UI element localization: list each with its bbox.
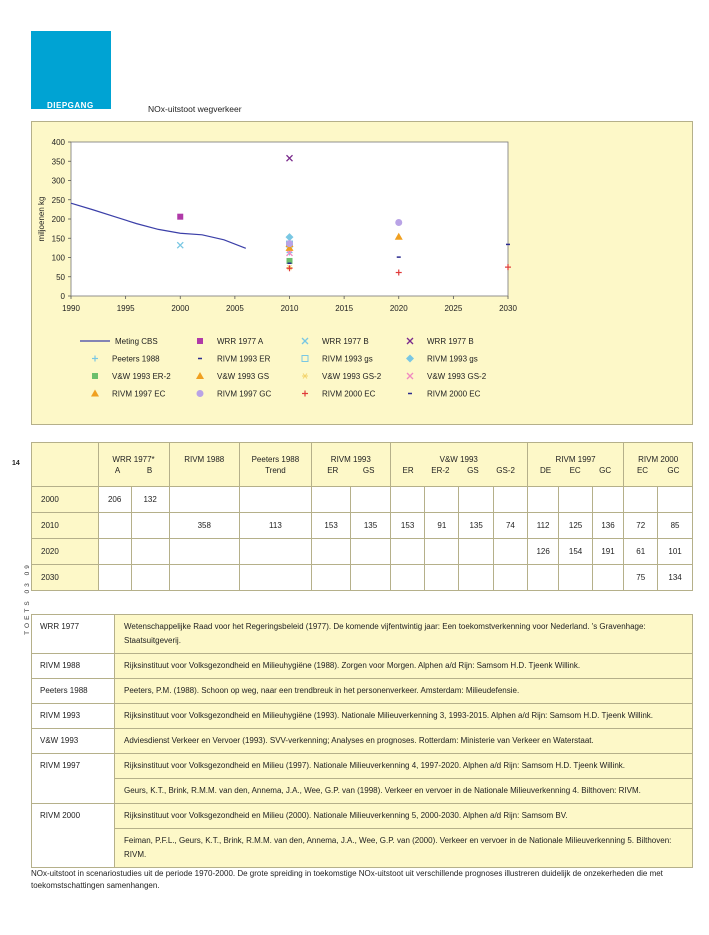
table-cell xyxy=(169,487,239,513)
header-group-label: RIVM 1993 xyxy=(330,454,371,464)
table-header-row xyxy=(32,443,693,487)
table-cell xyxy=(592,487,624,513)
table-cell xyxy=(494,565,528,591)
x-tick-label: 2020 xyxy=(389,304,408,313)
table-cell xyxy=(131,513,169,539)
header-vw-1993 xyxy=(390,443,527,487)
table-cell xyxy=(459,539,494,565)
row-year: 2030 xyxy=(32,565,99,591)
header-peeters-1988 xyxy=(239,443,311,487)
reference-label: RIVM 1997 xyxy=(32,754,115,804)
legend-marker xyxy=(407,338,413,344)
table-cell: 85 xyxy=(658,513,693,539)
emissions-table xyxy=(31,442,693,591)
reference-text: Feiman, P.F.L., Geurs, K.T., Brink, R.M.M. van den, Annema, J.A., Wee, G.P. van (2000). Verkeer en vervoer in de Nationale Milieuverkenning 5. Bilthoven: RIVM. xyxy=(115,829,693,868)
legend-label: V&W 1993 GS-2 xyxy=(427,372,487,381)
header-rivm-1993 xyxy=(311,443,390,487)
table-cell xyxy=(239,565,311,591)
header-sub-label: GS xyxy=(362,465,375,475)
header-sub-row xyxy=(394,465,524,476)
reference-row xyxy=(32,829,693,868)
reference-label: RIVM 2000 xyxy=(32,804,115,868)
y-tick-label: 200 xyxy=(51,215,65,224)
legend-marker xyxy=(92,373,98,379)
table-cell: 154 xyxy=(559,539,592,565)
header-rivm-1997 xyxy=(527,443,624,487)
header-sub-label: Trend xyxy=(265,465,286,475)
table-cell xyxy=(351,487,390,513)
table-cell xyxy=(98,565,131,591)
table-cell: 61 xyxy=(624,539,658,565)
data-point xyxy=(177,214,183,220)
legend-label: RIVM 1993 ER xyxy=(217,354,271,364)
table-cell: 112 xyxy=(527,513,559,539)
legend-marker xyxy=(302,338,308,344)
table-row xyxy=(32,565,693,591)
header-group-label: RIVM 2000 xyxy=(638,454,679,464)
table-cell: 91 xyxy=(425,513,459,539)
x-tick-label: 2030 xyxy=(499,304,517,313)
legend-marker xyxy=(302,356,308,362)
table-cell xyxy=(494,487,528,513)
header-group-label: RIVM 1988 xyxy=(184,454,225,464)
legend-marker xyxy=(197,390,204,397)
table-cell xyxy=(169,539,239,565)
chart-title: NOx-uitstoot wegverkeer xyxy=(148,104,242,114)
table-cell xyxy=(425,539,459,565)
header-group-label: RIVM 1997 xyxy=(555,454,596,464)
reference-text: Rijksinstituut voor Volksgezondheid en Milieuhygiëne (1988). Zorgen voor Morgen. Alphen a/d Rijn: Samsom H.D. Tjeenk Willink. xyxy=(115,654,693,679)
table-corner xyxy=(32,443,99,487)
table-cell xyxy=(98,539,131,565)
header-sub-label: ER-2 xyxy=(431,465,450,475)
header-rivm-2000 xyxy=(624,443,693,487)
table-cell: 113 xyxy=(239,513,311,539)
y-tick-label: 300 xyxy=(51,176,65,186)
legend-label: RIVM 1993 gs xyxy=(427,354,478,364)
legend-label: RIVM 1997 GC xyxy=(217,389,272,399)
table-cell xyxy=(351,539,390,565)
table-cell xyxy=(239,539,311,565)
y-tick-label: 400 xyxy=(51,138,65,147)
table-cell xyxy=(624,487,658,513)
table-cell xyxy=(390,539,425,565)
table-cell: 136 xyxy=(592,513,624,539)
x-tick-label: 2010 xyxy=(280,304,299,313)
legend-label: RIVM 1993 gs xyxy=(322,354,373,364)
header-rivm-1988 xyxy=(169,443,239,487)
table-cell xyxy=(592,565,624,591)
table-cell xyxy=(390,565,425,591)
table-row xyxy=(32,487,693,513)
x-tick-label: 1995 xyxy=(116,304,135,313)
data-point xyxy=(395,219,402,226)
reference-label: RIVM 1993 xyxy=(32,704,115,729)
table-cell: 135 xyxy=(459,513,494,539)
reference-text: Adviesdienst Verkeer en Vervoer (1993). SVV-verkenning; Analyses en prognoses. Rotterdam: Ministerie van Verkeer en Waterstaat. xyxy=(115,729,693,754)
y-tick-label: 150 xyxy=(51,234,65,244)
legend-marker xyxy=(91,390,99,397)
y-tick-label: 0 xyxy=(60,292,65,301)
header-sub-label: EC xyxy=(569,465,581,475)
table-cell: 153 xyxy=(390,513,425,539)
header-sub-row xyxy=(102,465,166,476)
row-year: 2020 xyxy=(32,539,99,565)
table-cell xyxy=(98,513,131,539)
nox-chart xyxy=(32,122,692,424)
legend-marker xyxy=(302,391,308,397)
header-wrr-1977 xyxy=(98,443,169,487)
reference-text: Rijksinstituut voor Volksgezondheid en Milieuhygiëne (1993). Nationale Milieuverkenning 3, 1993-2015. Alphen a/d Rijn: Samsom H.D. Tjeenk Willink. xyxy=(115,704,693,729)
plot-area xyxy=(71,142,508,296)
legend-label: RIVM 2000 EC xyxy=(322,389,376,399)
legend-label: V&W 1993 ER-2 xyxy=(112,372,171,381)
legend-label: V&W 1993 GS xyxy=(217,372,270,381)
reference-row xyxy=(32,654,693,679)
table-cell: 135 xyxy=(351,513,390,539)
table-cell: 126 xyxy=(527,539,559,565)
header-group-label: WRR 1977* xyxy=(112,454,155,464)
table-cell xyxy=(559,487,592,513)
table-cell: 74 xyxy=(494,513,528,539)
row-year: 2000 xyxy=(32,487,99,513)
table-cell xyxy=(311,539,350,565)
table-cell: 101 xyxy=(658,539,693,565)
legend-label: V&W 1993 GS-2 xyxy=(322,372,382,381)
table-cell xyxy=(527,565,559,591)
header-sub-label: B xyxy=(146,465,153,475)
legend-marker xyxy=(407,373,413,379)
header-sub-label: A xyxy=(114,465,121,475)
legend-label: WRR 1977 B xyxy=(427,337,474,346)
table-cell xyxy=(559,565,592,591)
table-cell xyxy=(239,487,311,513)
reference-row xyxy=(32,679,693,704)
x-tick-label: 2000 xyxy=(171,304,190,313)
reference-label: Peeters 1988 xyxy=(32,679,115,704)
header-sub-label: GC xyxy=(667,465,680,475)
reference-label: WRR 1977 xyxy=(32,615,115,654)
table-cell xyxy=(494,539,528,565)
header-sub-label: ER xyxy=(327,465,339,475)
legend-marker xyxy=(92,356,98,362)
legend-marker xyxy=(406,355,414,363)
x-tick-label: 1990 xyxy=(62,304,80,313)
row-year: 2010 xyxy=(32,513,99,539)
references-table xyxy=(31,614,693,868)
reference-row xyxy=(32,754,693,779)
side-label: TOETS 03 09 xyxy=(23,562,31,635)
header-sub-label: GC xyxy=(599,465,612,475)
figure-caption: NOx-uitstoot in scenariostudies uit de periode 1970-2000. De grote spreiding in toekomstige NOx-uitstoot uit verschillende prognoses illustreren duidelijk de onzekerheden die met toekomstschattingen samenhangen. xyxy=(31,869,663,890)
legend-marker xyxy=(196,372,204,379)
y-axis-label: miljoenen kg xyxy=(37,196,46,242)
table-cell xyxy=(459,487,494,513)
table-cell xyxy=(390,487,425,513)
table-cell xyxy=(169,565,239,591)
legend-marker xyxy=(197,338,203,344)
legend-marker xyxy=(302,374,308,379)
reference-row xyxy=(32,779,693,804)
table-cell: 191 xyxy=(592,539,624,565)
legend-label: Peeters 1988 xyxy=(112,354,160,364)
header-group-label: Peeters 1988 xyxy=(251,454,300,464)
reference-text: Peeters, P.M. (1988). Schoon op weg, naar een trendbreuk in het personenverkeer. Amsterdam: Milieudefensie. xyxy=(115,679,693,704)
table-cell xyxy=(425,487,459,513)
reference-row xyxy=(32,704,693,729)
table-cell xyxy=(425,565,459,591)
table-cell xyxy=(311,565,350,591)
table-cell: 206 xyxy=(98,487,131,513)
reference-label: V&W 1993 xyxy=(32,729,115,754)
header-group-label: V&W 1993 xyxy=(439,454,478,464)
section-color-block xyxy=(31,31,111,109)
y-tick-label: 100 xyxy=(51,253,65,263)
legend-label: RIVM 1997 EC xyxy=(112,389,166,399)
table-cell: 358 xyxy=(169,513,239,539)
table-cell xyxy=(658,487,693,513)
header-sub-row xyxy=(627,465,689,476)
reference-text: Geurs, K.T., Brink, R.M.M. van den, Annema, J.A., Wee, G.P. van (1998). Verkeer en vervoer in de Nationale Milieuverkenning 4. Bilthoven: RIVM. xyxy=(115,779,693,804)
header-sub-label: ER xyxy=(402,465,414,475)
table-body xyxy=(32,487,693,591)
section-label: DIEPGANG xyxy=(47,101,94,110)
references-body xyxy=(32,615,693,868)
reference-row xyxy=(32,615,693,654)
legend-label: WRR 1977 A xyxy=(217,337,264,346)
header-sub-row xyxy=(315,465,387,476)
x-tick-label: 2025 xyxy=(444,304,463,313)
chart-panel xyxy=(31,121,693,425)
header-sub-label: EC xyxy=(636,465,649,475)
table-cell xyxy=(131,565,169,591)
header-sub-label: GS xyxy=(467,465,479,475)
header-sub-label: DE xyxy=(540,465,552,475)
table-cell xyxy=(459,565,494,591)
y-tick-label: 50 xyxy=(56,272,65,282)
table-cell xyxy=(527,487,559,513)
table-row xyxy=(32,539,693,565)
reference-row xyxy=(32,729,693,754)
x-tick-label: 2015 xyxy=(335,304,354,313)
data-point xyxy=(286,240,293,247)
table-cell: 72 xyxy=(624,513,658,539)
table-cell xyxy=(311,487,350,513)
reference-text: Wetenschappelijke Raad voor het Regeringsbeleid (1977). De komende vijfentwintig jaar: Een toekomstverkenning voor Nederland. 's Gravenhage: Staatsuitgeverij. xyxy=(115,615,693,654)
table-row xyxy=(32,513,693,539)
reference-text: Rijksinstituut voor Volksgezondheid en Milieu (2000). Nationale Milieuverkenning 5, 2000-2030. Alphen a/d Rijn: Samsom BV. xyxy=(115,804,693,829)
page-number: 14 xyxy=(12,460,20,467)
table-cell: 153 xyxy=(311,513,350,539)
reference-text: Rijksinstituut voor Volksgezondheid en Milieu (1997). Nationale Milieuverkenning 4, 1997-2020. Alphen a/d Rijn: Samsom H.D. Tjeenk Willink. xyxy=(115,754,693,779)
reference-row xyxy=(32,804,693,829)
table-cell: 75 xyxy=(624,565,658,591)
header-sub-row xyxy=(531,465,621,476)
legend-label: WRR 1977 B xyxy=(322,337,369,346)
table-cell: 132 xyxy=(131,487,169,513)
table-cell: 125 xyxy=(559,513,592,539)
table-cell xyxy=(351,565,390,591)
x-tick-label: 2005 xyxy=(225,304,244,313)
table-cell: 134 xyxy=(658,565,693,591)
reference-label: RIVM 1988 xyxy=(32,654,115,679)
header-sub-label: GS-2 xyxy=(496,465,515,475)
y-tick-label: 350 xyxy=(51,157,65,167)
legend-label: RIVM 2000 EC xyxy=(427,389,481,399)
legend-label: Meting CBS xyxy=(115,337,158,346)
y-tick-label: 250 xyxy=(51,195,65,205)
table-cell xyxy=(131,539,169,565)
